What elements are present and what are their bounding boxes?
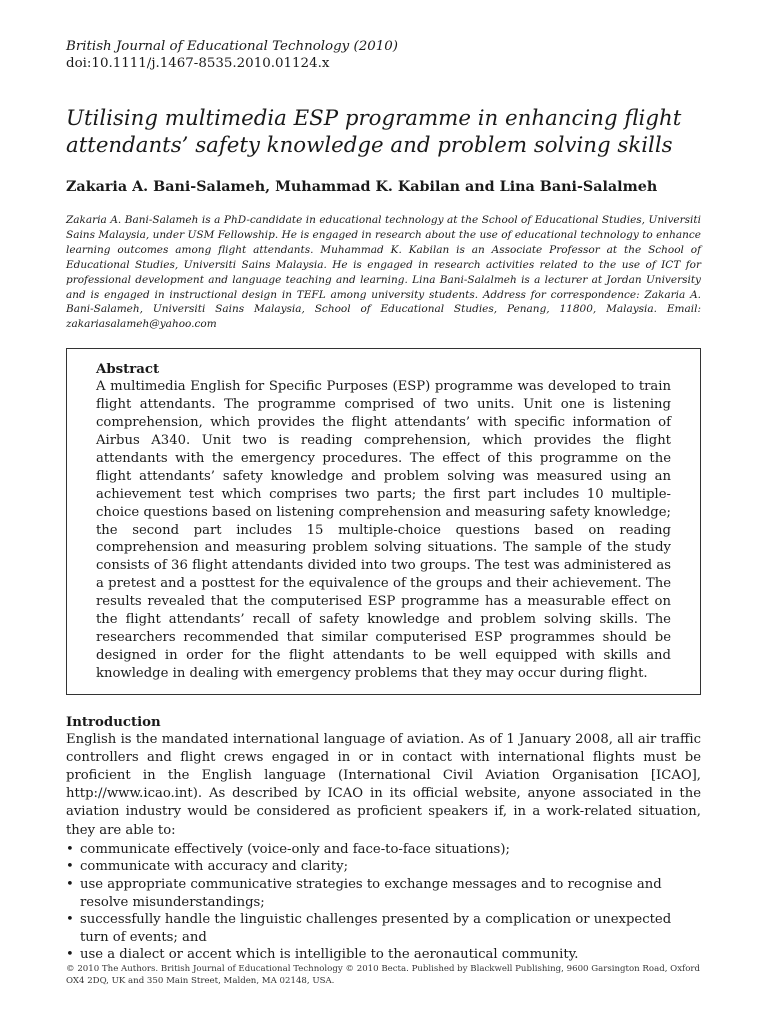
list-item [66,911,701,946]
bullet-icon: • [66,841,74,857]
bullet-icon: • [66,859,74,875]
list-item-text: communicate with accuracy and clarity; [80,859,349,875]
list-item [66,841,701,859]
introduction-heading: Introduction [66,714,161,730]
list-item-text: use appropriate communicative strategies to exchange messages and to recognise and resolve misunderstandings; [80,877,662,910]
abstract-heading: Abstract [96,362,160,378]
doi: doi:10.1111/j.1467-8535.2010.01124.x [66,56,330,71]
article-title: Utilising multimedia ESP programme in enhancing flight attendants’ safety knowledge and problem solving skills [66,106,682,158]
copyright-footer: © 2010 The Authors. British Journal of Educational Technology © 2010 Becta. Published by Blackwell Publishing, 9600 Garsington Road, Oxford OX4 2DQ, UK and 350 Main Street, Malden, MA 02148, USA. [66,964,701,986]
bullet-icon: • [66,877,74,893]
article-page [66,38,701,964]
list-item-text: communicate effectively (voice-only and face-to-face situations); [80,841,510,857]
author-list: Zakaria A. Bani-Salameh, Muhammad K. Kabilan and Lina Bani-Salalmeh [66,179,658,195]
journal-name: British Journal of Educational Technology (2010) [66,39,399,54]
introduction-text: English is the mandated international language of aviation. As of 1 January 2008, all air traffic controllers and flight crews engaged in or in contact with international flights must be proficient in the English language (International Civil Aviation Organisation [ICAO], http://www.icao.int). As described by ICAO in its official website, anyone associated in the aviation industry would be considered as proficient speakers if, in a work-related situation, they are able to: [66,731,701,838]
abstract-box [66,348,701,694]
list-item [66,946,701,964]
list-item-text: successfully handle the linguistic challenges presented by a complication or unexpected turn of events; and [80,912,672,945]
list-item [66,876,701,911]
abstract-text: A multimedia English for Specific Purposes (ESP) programme was developed to train flight attendants. The programme comprised of two units. Unit one is listening comprehension, which provides the flight attendants’ with specific information of Airbus A340. Unit two is reading comprehension, which provides the flight attendants with the emergency procedures. The effect of this programme on the flight attendants’ safety knowledge and problem solving was measured using an achievement test which comprises two parts; the first part includes 10 multiple-choice questions based on listening comprehension and measuring safety knowledge; the second part includes 15 multiple-choice questions based on reading comprehension and measuring problem solving situations. The sample of the study consists of 36 flight attendants divided into two groups. The test was administered as a pretest and a posttest for the equivalence of the groups and their achievement. The results revealed that the computerised ESP programme has a measurable effect on the flight attendants’ recall of safety knowledge and problem solving skills. The researchers recommended that similar computerised ESP programmes should be designed in order for the flight attendants to be well equipped with skills and knowledge in dealing with emergency problems that they may occur during flight. [96,379,671,681]
bullet-icon: • [66,947,74,963]
list-item-text: use a dialect or accent which is intelligible to the aeronautical community. [80,947,579,963]
author-affiliations: Zakaria A. Bani-Salameh is a PhD-candidate in educational technology at the School of Educational Studies, Universiti Sains Malaysia, under USM Fellowship. He is engaged in research about the use of educational technology to enhance learning outcomes among flight attendants. Muhammad K. Kabilan is an Associate Professor at the School of Educational Studies, Universiti Sains Malaysia. He is engaged in research activities related to the use of ICT for professional development and language teaching and learning. Lina Bani-Salalmeh is a lecturer at Jordan University and is engaged in instructional design in TEFL among university students. Address for correspondence: Zakaria A. Bani-Salameh, Universiti Sains Malaysia, School of Educational Studies, Penang, 11800, Malaysia. Email: zakariasalameh@yahoo.com [66,214,701,331]
bullet-icon: • [66,912,74,928]
proficiency-list [66,841,701,964]
list-item [66,858,701,876]
